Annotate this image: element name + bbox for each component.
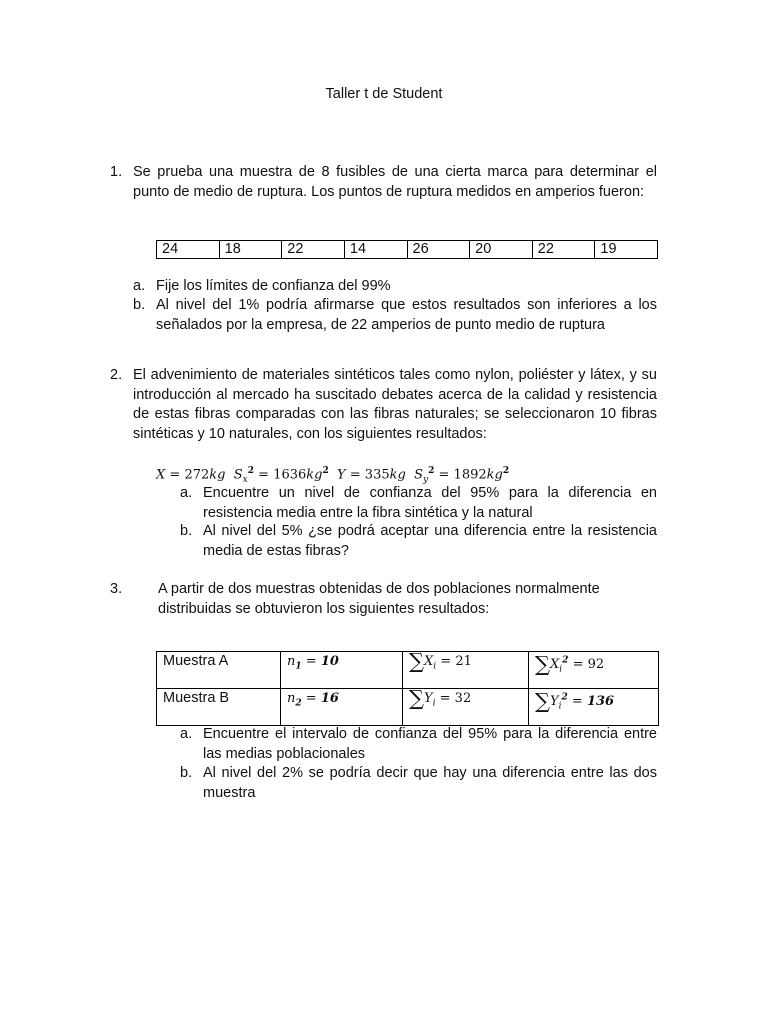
question-1-number: 1. [110,164,123,180]
question-2-text: El advenimiento de materiales sintéticos tales como nylon, poliéster y látex, y su introducción al mercado ha suscitado debates acerca de la calidad y resistencia de estas fibras comparadas con las fibras naturales; se seleccionaron 10 fibras sintéticas y 10 naturales, con los siguientes resultados: [133,367,657,442]
sample-sum: $\sum Y_i = 32$ [403,689,529,726]
table-cell: 18 [219,241,282,259]
list-item: Al nivel del 5% ¿se podrá aceptar una diferencia entre la resistencia media de estas fibras? [203,523,657,559]
sample-sum-squares: $\sum Y_i^2 = 136$ [529,689,659,726]
question-2-number: 2. [110,367,123,383]
table-cell: 20 [470,241,533,259]
table-cell: 22 [282,241,345,259]
table-row [157,241,658,259]
sample-label: Muestra B [157,689,281,726]
table-cell: 14 [344,241,407,259]
table-row [157,652,659,689]
sample-size: $n_2 = 16$ [281,689,403,726]
samples-table [156,651,659,726]
fuse-values-table [156,240,658,259]
list-item-letter: a. [133,278,146,294]
table-cell: 22 [532,241,595,259]
table-cell: 24 [157,241,220,259]
list-item: Encuentre un nivel de confianza del 95% para la diferencia en resistencia media entre la fibra sintética y la natural [203,485,657,521]
table-cell: 26 [407,241,470,259]
sample-label: Muestra A [157,652,281,689]
list-item-letter: b. [133,297,146,313]
table-row [157,689,659,726]
page-title: Taller t de Student [325,86,443,102]
table-cell: 19 [595,241,658,259]
list-item: Fije los límites de confianza del 99% [156,278,391,294]
sample-size: $n_1 = 10$ [281,652,403,689]
list-item: Al nivel del 2% se podría decir que hay una diferencia entre las dos muestra [203,765,657,801]
question-3-number: 3. [110,581,123,597]
question-3-text: A partir de dos muestras obtenidas de dos poblaciones normalmente distribuidas se obtuvieron los siguientes resultados: [158,581,600,617]
list-item: Encuentre el intervalo de confianza del 95% para la diferencia entre las medias poblacionales [203,726,657,762]
list-item-letter: b. [180,765,193,781]
list-item-letter: a. [180,726,193,742]
list-item-letter: b. [180,523,193,539]
list-item-letter: a. [180,485,193,501]
question-1-text: Se prueba una muestra de 8 fusibles de una cierta marca para determinar el punto de medio de ruptura. Los puntos de ruptura medidos en amperios fueron: [133,164,657,200]
sample-sum: $\sum X_i = 21$ [403,652,529,689]
summary-formula: X = 272kg $S_x^2 = 1636kg^2$ Y = 335kg $S_y^2 = 1892kg^2$ [156,466,510,485]
sample-sum-squares: $\sum X_i^2 = 92$ [529,652,659,689]
list-item: Al nivel del 1% podría afirmarse que estos resultados son inferiores a los señalados por la empresa, de 22 amperios de punto medio de ruptura [156,297,657,333]
